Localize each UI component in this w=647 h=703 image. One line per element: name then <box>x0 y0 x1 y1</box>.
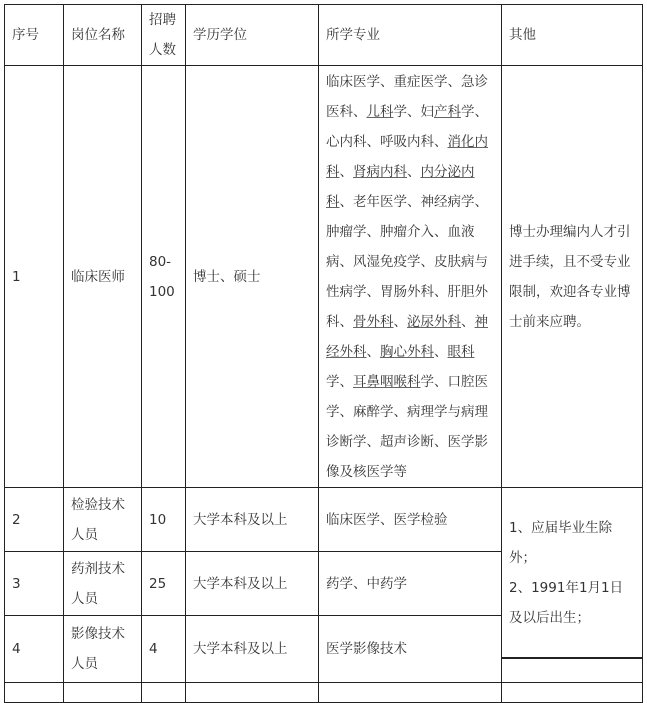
major-text: 、 <box>393 313 407 330</box>
row-majors <box>319 66 502 488</box>
major-link[interactable]: 胸心外科 <box>380 343 434 360</box>
major-text: 、 <box>366 343 380 360</box>
row-no: 4 <box>5 616 64 683</box>
major-link[interactable]: 内分泌内科 <box>326 163 475 210</box>
row-degree: 大学本科及以上 <box>186 552 319 616</box>
major-link[interactable]: 产科 <box>434 103 461 120</box>
row-count: 10 <box>142 488 186 552</box>
major-text: 学、 <box>326 373 353 390</box>
major-link[interactable]: 泌尿外科 <box>407 313 461 330</box>
row-no: 1 <box>5 66 64 488</box>
header-position: 岗位名称 <box>64 5 142 66</box>
other-note-1: 1、应届毕业生除外； <box>509 519 613 566</box>
header-count: 招聘人数 <box>142 5 186 66</box>
row-position: 药剂技术人员 <box>64 552 142 616</box>
major-text: 学、心内科、呼吸内科、 <box>326 103 488 150</box>
row-count: 80-100 <box>142 66 186 488</box>
row-major: 临床医学、医学检验 <box>319 488 502 552</box>
row-degree: 博士、硕士 <box>186 66 319 488</box>
major-text: 学、口腔医学、麻醉学、病理学与病理诊断学、超声诊断、医学影像及核医学等 <box>326 373 488 480</box>
major-link[interactable]: 消化内科 <box>326 133 488 180</box>
major-text: 、 <box>339 163 353 180</box>
row-no: 2 <box>5 488 64 552</box>
major-link[interactable]: 儿科 <box>366 103 394 120</box>
row-other: 博士办理编内人才引进手续，且不受专业限制，欢迎各专业博士前来应聘。 <box>502 66 643 488</box>
major-link[interactable]: 神经外科 <box>326 313 488 360</box>
header-major: 所学专业 <box>319 5 502 66</box>
row-other-shared <box>502 488 643 683</box>
table-row <box>5 488 643 552</box>
table-row-partial <box>5 683 643 703</box>
major-text: 、 <box>407 163 421 180</box>
major-link[interactable]: 肾病内科 <box>353 163 407 180</box>
table-row <box>5 66 643 488</box>
header-degree: 学历学位 <box>186 5 319 66</box>
major-link[interactable]: 耳鼻咽喉科 <box>353 373 421 390</box>
header-no: 序号 <box>5 5 64 66</box>
header-row <box>5 5 643 66</box>
row-degree: 大学本科及以上 <box>186 488 319 552</box>
header-other: 其他 <box>502 5 643 66</box>
major-text: 、老年医学、神经病学、肿瘤学、肿瘤介入、血液病、风湿免疫学、皮肤病与性病学、胃肠外科、肝胆外科、 <box>326 193 488 330</box>
row-no: 3 <box>5 552 64 616</box>
major-text: 、 <box>434 343 448 360</box>
major-link[interactable]: 骨外科 <box>353 313 394 330</box>
row-degree: 大学本科及以上 <box>186 616 319 683</box>
row-position: 临床医师 <box>64 66 142 488</box>
row-position: 检验技术人员 <box>64 488 142 552</box>
major-text: 临床医学、重症医学、急诊医科、 <box>326 73 488 120</box>
major-link[interactable]: 眼科 <box>447 343 475 360</box>
row-major: 医学影像技术 <box>319 616 502 683</box>
row-position: 影像技术人员 <box>64 616 142 683</box>
recruitment-table <box>4 4 643 703</box>
major-text: 、 <box>461 313 475 330</box>
major-text: 学、妇 <box>393 103 434 120</box>
row-count: 4 <box>142 616 186 683</box>
row-count: 25 <box>142 552 186 616</box>
other-note-2: 2、1991年1月1日及以后出生； <box>509 579 624 626</box>
row-major: 药学、中药学 <box>319 552 502 616</box>
